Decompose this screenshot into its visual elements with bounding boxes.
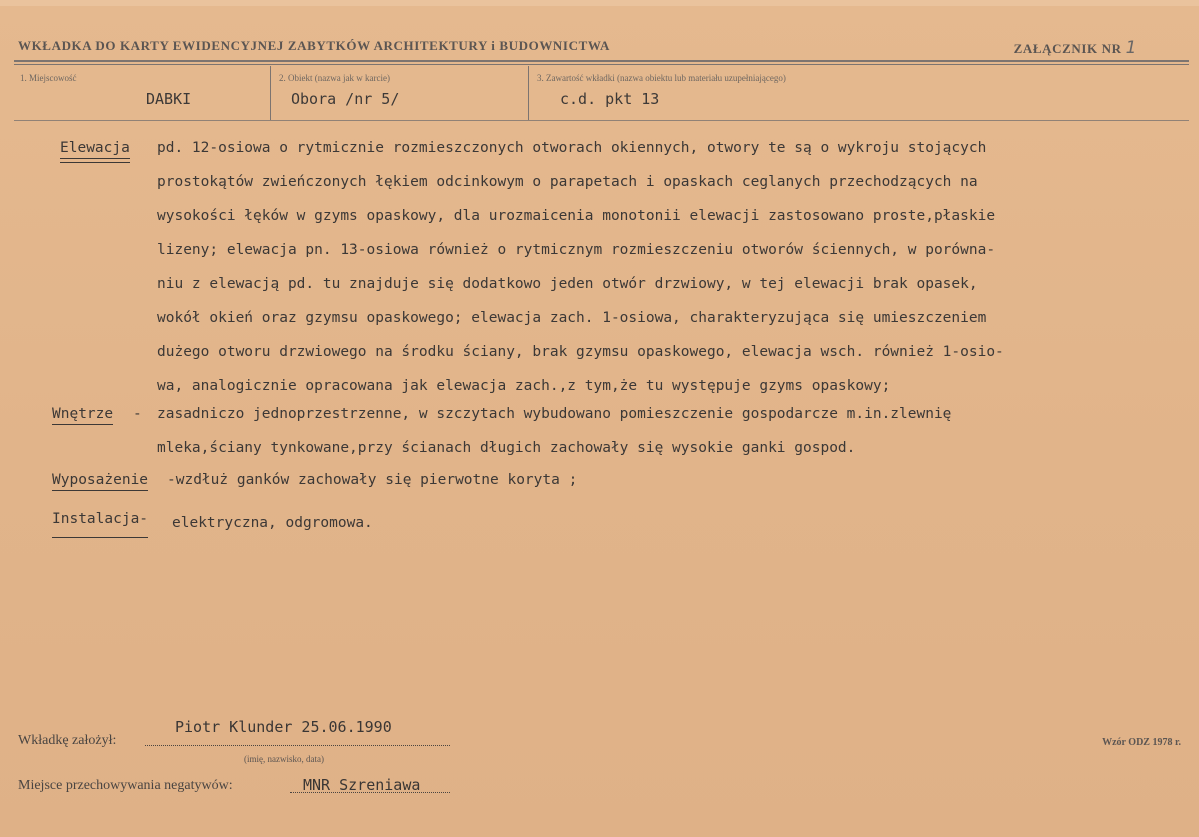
body-line: -wzdłuż ganków zachowały się pierwotne koryta ; — [167, 472, 578, 488]
annex-number: 1 — [1125, 38, 1137, 58]
heading-wyposazenie-text: Wyposażenie — [52, 472, 149, 488]
heading-underline — [60, 158, 130, 163]
footer-label-miejsce: Miejsce przechowywania negatywów: — [18, 778, 233, 793]
field-value-miejscowosc: DABKI — [146, 90, 192, 108]
fields-rule — [14, 120, 1189, 121]
field-label-obiekt: 2. Obiekt (nazwa jak w karcie) — [279, 73, 390, 83]
body-line: wysokości łęków w gzyms opaskowy, dla urozmaicenia monotonii elewacji zastosowano proste,płaskie — [157, 208, 996, 224]
heading-instalacja — [52, 511, 148, 538]
heading-wnetrze — [52, 406, 113, 425]
body-line: mleka,ściany tynkowane,przy ścianach długich zachowały się wysokie ganki gospod. — [157, 440, 856, 456]
signature-dotted-line — [145, 745, 450, 746]
footer-value-miejsce: MNR Szreniawa — [303, 776, 421, 794]
heading-underline — [52, 424, 113, 425]
footer-caption: (imię, nazwisko, data) — [244, 754, 324, 764]
heading-elewacja-text: Elewacja — [60, 140, 130, 156]
heading-instalacja-text: Instalacja- — [52, 511, 149, 527]
footer-value-zalozyl: Piotr Klunder 25.06.1990 — [175, 718, 392, 736]
form-model-note: Wzór ODZ 1978 r. — [1102, 737, 1181, 748]
field-value-zawartosc: c.d. pkt 13 — [560, 90, 660, 108]
body-line: prostokątów zwieńczonych łękiem odcinkowym o parapetach i opaskach ceglanych przechodzących na — [157, 174, 978, 190]
body-line: elektryczna, odgromowa. — [172, 515, 373, 531]
body-line: wokół okień oraz gzymsu opaskowego; elewacja zach. 1-osiowa, charakteryzująca się umieszczeniem — [157, 310, 987, 326]
body-line: niu z elewacją pd. tu znajduje się dodatkowo jeden otwór drzwiowy, w tej elewacji brak opasek, — [157, 276, 978, 292]
heading-underline — [52, 537, 148, 538]
body-line: pd. 12-osiowa o rytmicznie rozmieszczonych otworach okiennych, otwory te są o wykroju stojących — [157, 140, 987, 156]
field-divider — [270, 66, 271, 120]
card-title: WKŁADKA DO KARTY EWIDENCYJNEJ ZABYTKÓW ARCHITEKTURY i BUDOWNICTWA — [18, 38, 610, 53]
annex-marker — [1014, 38, 1137, 58]
heading-wnetrze-text: Wnętrze — [52, 406, 114, 422]
heading-elewacja — [60, 140, 130, 163]
body-line: lizeny; elewacja pn. 13-osiowa również o rytmicznym rozmieszczeniu otworów ściennych, w porówna- — [157, 242, 996, 258]
header-rule — [14, 60, 1189, 62]
heading-underline — [52, 490, 148, 491]
negatives-dotted-line — [290, 792, 450, 793]
body-line: dużego otworu drzwiowego na środku ściany, brak gzymsu opaskowego, elewacja wsch. również 1-osio- — [157, 344, 1004, 360]
field-value-obiekt: Obora /nr 5/ — [291, 90, 400, 108]
field-label-zawartosc: 3. Zawartość wkładki (nazwa obiektu lub materiału uzupełniającego) — [537, 73, 786, 83]
card-top-edge — [0, 0, 1199, 6]
body-line: wa, analogicznie opracowana jak elewacja zach.,z tym,że tu występuje gzyms opaskowy; — [157, 378, 891, 394]
annex-label: ZAŁĄCZNIK NR — [1013, 41, 1122, 56]
heading-dash: - — [133, 406, 142, 422]
field-divider — [528, 66, 529, 120]
heading-wyposazenie — [52, 472, 148, 491]
field-label-miejscowosc: 1. Miejscowość — [20, 73, 77, 83]
footer-label-zalozyl: Wkładkę założył: — [18, 733, 117, 748]
body-line: zasadniczo jednoprzestrzenne, w szczytach wybudowano pomieszczenie gospodarcze m.in.zlewnię — [157, 406, 952, 422]
header-rule-thin — [14, 64, 1189, 65]
